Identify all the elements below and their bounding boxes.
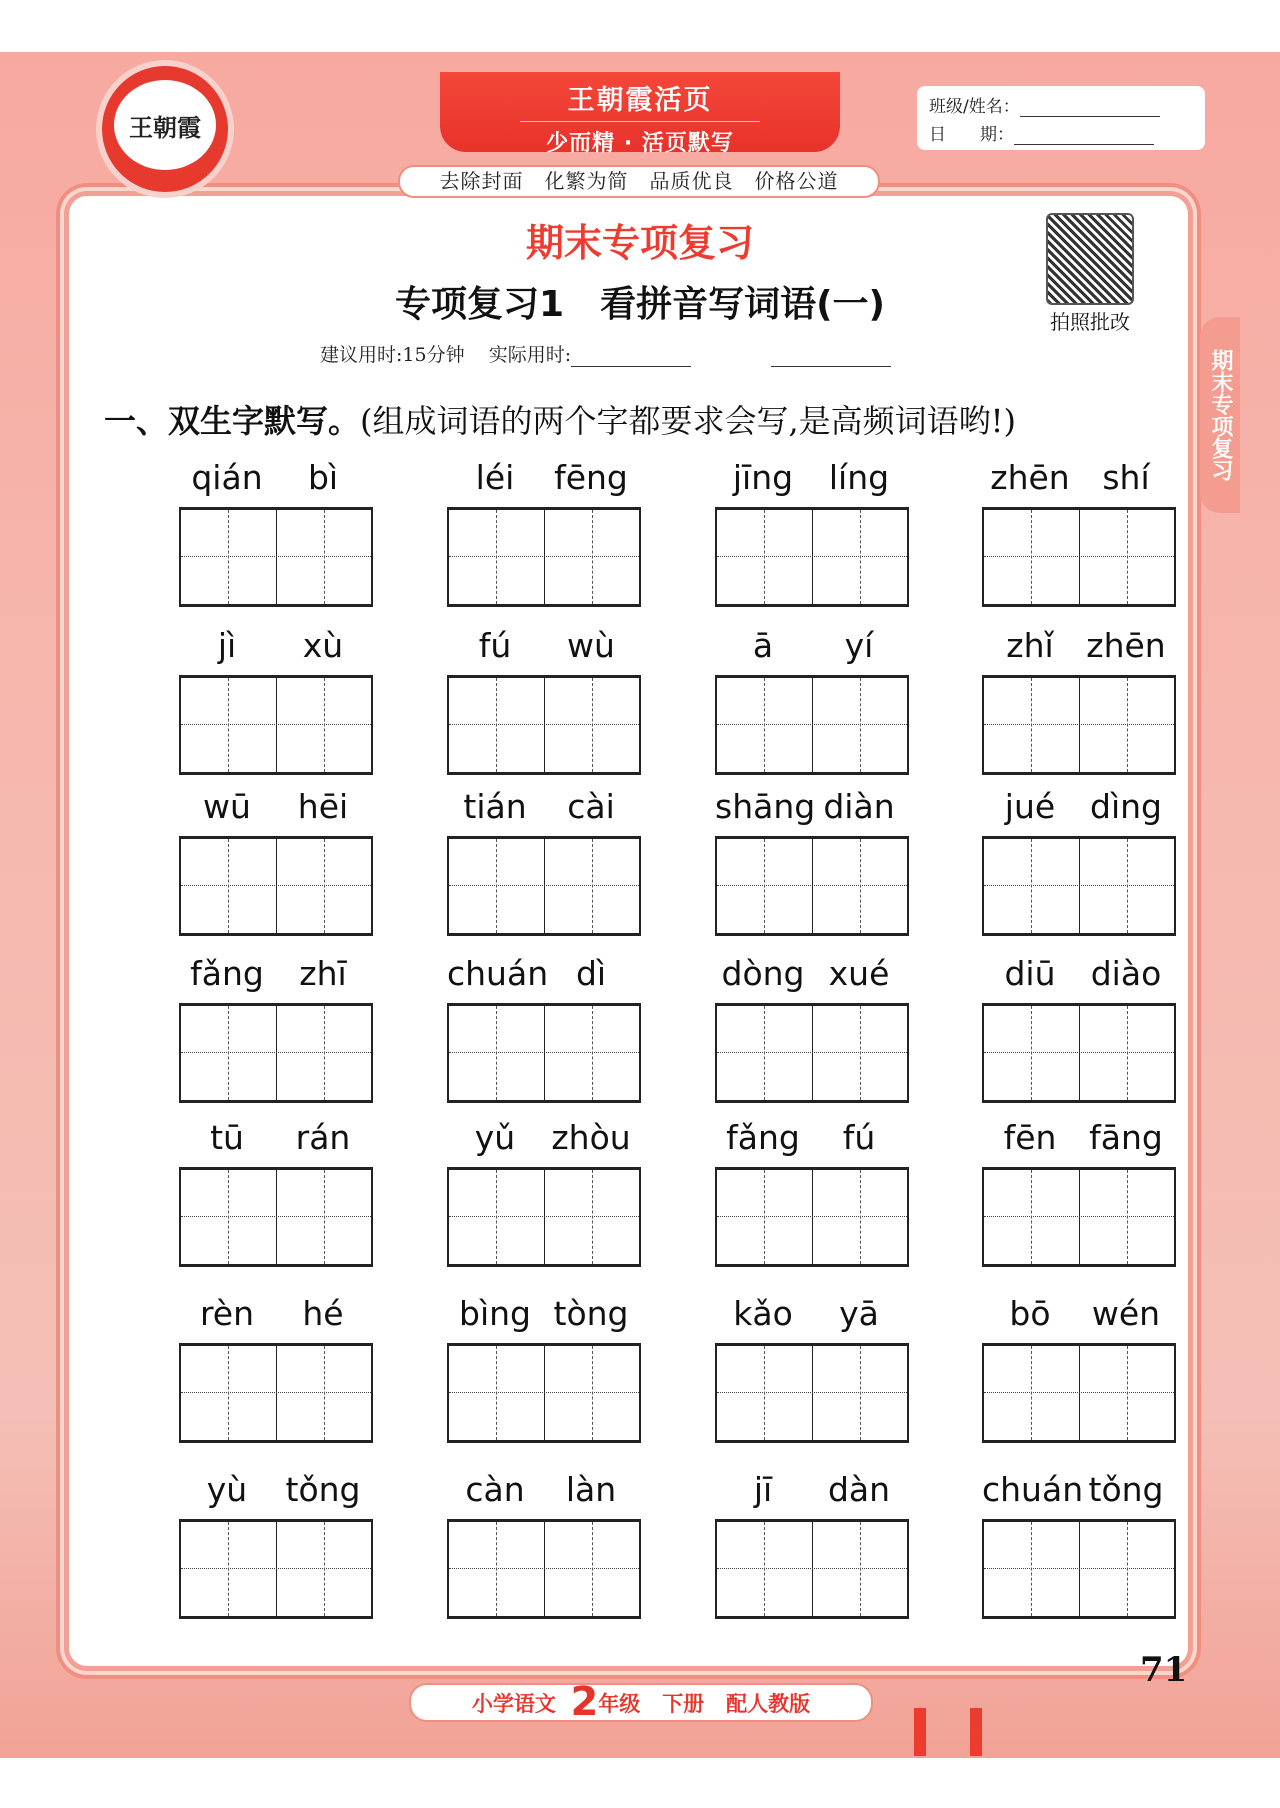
grid-guide-line xyxy=(496,1522,497,1616)
pinyin-syllable: làn xyxy=(565,1470,617,1509)
pinyin-syllable: shāng xyxy=(715,787,816,826)
grid-guide-line xyxy=(324,678,325,772)
pinyin xyxy=(715,787,907,827)
pinyin-syllable: diào xyxy=(1090,954,1162,993)
grid-guide-line xyxy=(181,885,371,886)
page-title: 期末专项复习 xyxy=(525,221,754,265)
grid-guide-line xyxy=(276,1346,277,1440)
grid-guide-line xyxy=(592,1170,593,1264)
pinyin-syllable: dìng xyxy=(1090,787,1162,826)
pinyin xyxy=(982,954,1174,994)
grid-guide-line xyxy=(1031,510,1032,604)
tianzige-writing-box[interactable] xyxy=(447,1003,641,1103)
grid-guide-line xyxy=(764,510,765,604)
suggested-time: 建议用时:15分钟 xyxy=(320,344,465,366)
pinyin xyxy=(715,458,907,498)
grid-guide-line xyxy=(228,839,229,933)
grid-guide-line xyxy=(276,1006,277,1100)
pinyin-syllable: hēi xyxy=(297,787,349,826)
pinyin-syllable: dàn xyxy=(827,1470,891,1509)
grid-guide-line xyxy=(276,678,277,772)
pinyin-syllable: dì xyxy=(575,954,607,993)
pinyin-syllable: fāng xyxy=(1089,1118,1163,1157)
class-name-label: 班级/姓名： xyxy=(929,97,1020,117)
grid-guide-line xyxy=(984,1568,1174,1569)
tianzige-writing-box[interactable] xyxy=(447,836,641,936)
pinyin-syllable: qián xyxy=(191,458,263,497)
grid-guide-line xyxy=(449,1216,639,1217)
grid-guide-line xyxy=(1031,1346,1032,1440)
grid-guide-line xyxy=(717,1216,907,1217)
pinyin-syllable: chuán xyxy=(447,954,549,993)
pinyin xyxy=(179,1118,371,1158)
banner-title: 王朝霞活页 xyxy=(567,85,713,116)
slogan: 去除封面 化繁为简 品质优良 价格公道 xyxy=(398,165,880,198)
pinyin-syllable: bì xyxy=(307,458,339,497)
pinyin-syllable: chuán xyxy=(982,1470,1084,1509)
pinyin xyxy=(447,1470,639,1510)
grid-guide-line xyxy=(1031,1522,1032,1616)
pinyin xyxy=(447,458,639,498)
word-item xyxy=(447,787,639,827)
grid-guide-line xyxy=(1127,1170,1128,1264)
grid-guide-line xyxy=(496,510,497,604)
grid-guide-line xyxy=(276,839,277,933)
word-item xyxy=(179,954,371,994)
grid-guide-line xyxy=(860,1346,861,1440)
grid-guide-line xyxy=(1127,510,1128,604)
grid-guide-line xyxy=(812,1522,813,1616)
word-item xyxy=(447,1294,639,1334)
grid-guide-line xyxy=(496,1346,497,1440)
brand-logo xyxy=(102,66,228,192)
pinyin-syllable: cài xyxy=(567,787,615,826)
tianzige-writing-box[interactable] xyxy=(982,1343,1176,1443)
word-item xyxy=(715,626,907,666)
word-item xyxy=(982,1294,1174,1334)
tianzige-writing-box[interactable] xyxy=(715,1519,909,1619)
qr-code[interactable] xyxy=(1046,213,1134,305)
pinyin xyxy=(447,787,639,827)
actual-time-field[interactable] xyxy=(571,352,691,367)
grid-guide-line xyxy=(592,1006,593,1100)
pinyin xyxy=(179,626,371,666)
pinyin-syllable: jīng xyxy=(732,458,794,497)
grid-guide-line xyxy=(228,1346,229,1440)
grid-guide-line xyxy=(276,510,277,604)
tianzige-writing-box[interactable] xyxy=(982,836,1176,936)
grid-guide-line xyxy=(717,724,907,725)
pinyin-syllable: rèn xyxy=(199,1294,255,1333)
grid-guide-line xyxy=(812,510,813,604)
grid-guide-line xyxy=(544,1346,545,1440)
word-item xyxy=(447,954,639,994)
grid-guide-line xyxy=(984,885,1174,886)
tianzige-writing-box[interactable] xyxy=(715,836,909,936)
pinyin xyxy=(982,1118,1174,1158)
grid-guide-line xyxy=(1031,1170,1032,1264)
grid-guide-line xyxy=(984,556,1174,557)
word-item xyxy=(982,1470,1174,1510)
tianzige-writing-box[interactable] xyxy=(447,1167,641,1267)
grid-guide-line xyxy=(324,1170,325,1264)
section-note: (组成词语的两个字都要求会写,是高频词语哟!) xyxy=(360,402,1017,440)
pinyin xyxy=(179,458,371,498)
grid-guide-line xyxy=(592,839,593,933)
header-banner xyxy=(440,72,840,156)
word-item xyxy=(179,1118,371,1158)
tianzige-writing-box[interactable] xyxy=(982,1519,1176,1619)
grid-guide-line xyxy=(324,839,325,933)
footer-subject: 小学语文 xyxy=(471,1692,556,1716)
pinyin-syllable: wū xyxy=(203,787,251,826)
word-item xyxy=(715,954,907,994)
grid-guide-line xyxy=(181,724,371,725)
pinyin-syllable: dòng xyxy=(721,954,805,993)
grid-guide-line xyxy=(1079,1346,1080,1440)
pinyin-syllable: léi xyxy=(475,458,515,497)
tianzige-writing-box[interactable] xyxy=(447,675,641,775)
grid-guide-line xyxy=(1079,510,1080,604)
pinyin-syllable: yí xyxy=(844,626,874,665)
pinyin-syllable: kǎo xyxy=(733,1294,793,1333)
grid-guide-line xyxy=(181,1216,371,1217)
grid-guide-line xyxy=(860,1522,861,1616)
word-item xyxy=(447,626,639,666)
grid-guide-line xyxy=(812,678,813,772)
pinyin xyxy=(179,954,371,994)
tianzige-writing-box[interactable] xyxy=(715,1003,909,1103)
tianzige-writing-box[interactable] xyxy=(179,1343,373,1443)
pinyin-syllable: fǎng xyxy=(190,954,264,993)
grid-guide-line xyxy=(1031,839,1032,933)
word-item xyxy=(982,626,1174,666)
pinyin-syllable: zhēn xyxy=(990,458,1070,497)
grid-guide-line xyxy=(1079,678,1080,772)
grid-guide-line xyxy=(812,1006,813,1100)
pinyin-syllable: fú xyxy=(842,1118,876,1157)
pinyin xyxy=(179,1470,371,1510)
pinyin xyxy=(447,626,639,666)
pinyin-syllable: fǎng xyxy=(726,1118,800,1157)
pinyin-syllable: shí xyxy=(1102,458,1150,497)
pinyin-syllable: hé xyxy=(302,1294,344,1333)
grid-guide-line xyxy=(812,1346,813,1440)
pinyin-syllable: zhǐ xyxy=(1006,626,1054,665)
grid-guide-line xyxy=(1079,1522,1080,1616)
word-item xyxy=(982,787,1174,827)
logo-text: 王朝霞 xyxy=(114,80,216,170)
grid-guide-line xyxy=(984,1216,1174,1217)
pinyin xyxy=(179,1294,371,1334)
grid-guide-line xyxy=(181,556,371,557)
pinyin-syllable: fēn xyxy=(1003,1118,1057,1157)
word-item xyxy=(715,787,907,827)
grid-guide-line xyxy=(324,1346,325,1440)
tianzige-writing-box[interactable] xyxy=(715,675,909,775)
pinyin xyxy=(715,1294,907,1334)
grid-guide-line xyxy=(449,556,639,557)
tianzige-writing-box[interactable] xyxy=(179,1519,373,1619)
word-item xyxy=(179,458,371,498)
banner-subtitle: 少而精 · 活页默写 xyxy=(546,131,734,156)
pinyin xyxy=(179,787,371,827)
grid-guide-line xyxy=(1127,1522,1128,1616)
date-field[interactable] xyxy=(1014,130,1154,145)
grid-guide-line xyxy=(717,1568,907,1569)
time-line xyxy=(320,340,891,367)
grid-guide-line xyxy=(228,510,229,604)
grid-guide-line xyxy=(1127,1346,1128,1440)
grid-guide-line xyxy=(717,556,907,557)
word-item xyxy=(715,1470,907,1510)
pinyin-syllable: tián xyxy=(463,787,527,826)
pinyin-syllable: rán xyxy=(295,1118,351,1157)
pinyin-syllable: líng xyxy=(828,458,890,497)
tianzige-writing-box[interactable] xyxy=(715,1167,909,1267)
pinyin-syllable: zhòu xyxy=(551,1118,631,1157)
bookmark-tab xyxy=(914,1708,926,1756)
tianzige-writing-box[interactable] xyxy=(447,1519,641,1619)
pinyin-syllable: diàn xyxy=(823,787,895,826)
tianzige-writing-box[interactable] xyxy=(715,1343,909,1443)
pinyin xyxy=(982,458,1174,498)
pinyin-syllable: wén xyxy=(1091,1294,1161,1333)
side-tab: 期末专项复习 xyxy=(1200,317,1240,513)
grid-guide-line xyxy=(860,1170,861,1264)
pinyin xyxy=(715,1118,907,1158)
pinyin-syllable: bō xyxy=(1009,1294,1051,1333)
grid-guide-line xyxy=(1031,678,1032,772)
word-item xyxy=(715,1118,907,1158)
pinyin-syllable: zhī xyxy=(299,954,347,993)
grid-guide-line xyxy=(324,1006,325,1100)
student-info-box xyxy=(917,86,1205,150)
grid-guide-line xyxy=(544,510,545,604)
grid-guide-line xyxy=(592,510,593,604)
bookmark-tab xyxy=(970,1708,982,1756)
pinyin xyxy=(447,1294,639,1334)
qr-label: 拍照批改 xyxy=(1050,310,1130,334)
tianzige-writing-box[interactable] xyxy=(179,507,373,607)
grid-guide-line xyxy=(764,839,765,933)
grid-guide-line xyxy=(1127,839,1128,933)
grid-guide-line xyxy=(228,678,229,772)
grid-guide-line xyxy=(449,1568,639,1569)
grid-guide-line xyxy=(764,1170,765,1264)
word-item xyxy=(447,1118,639,1158)
pinyin xyxy=(982,626,1174,666)
grid-guide-line xyxy=(449,1052,639,1053)
date-label: 日 期： xyxy=(929,125,1014,145)
word-item xyxy=(447,1470,639,1510)
grid-guide-line xyxy=(592,1346,593,1440)
tianzige-writing-box[interactable] xyxy=(179,836,373,936)
grid-guide-line xyxy=(544,839,545,933)
pinyin xyxy=(447,954,639,994)
word-item xyxy=(715,458,907,498)
tianzige-writing-box[interactable] xyxy=(447,1343,641,1443)
grid-guide-line xyxy=(984,724,1174,725)
grid-guide-line xyxy=(496,839,497,933)
footer-edition: 配人教版 xyxy=(726,1692,811,1716)
grid-guide-line xyxy=(544,1006,545,1100)
grid-guide-line xyxy=(860,1006,861,1100)
tianzige-writing-box[interactable] xyxy=(982,1167,1176,1267)
banner-divider xyxy=(520,121,760,122)
grid-guide-line xyxy=(449,724,639,725)
grid-guide-line xyxy=(592,678,593,772)
grid-guide-line xyxy=(764,678,765,772)
grid-guide-line xyxy=(984,1052,1174,1053)
word-item xyxy=(179,1294,371,1334)
tianzige-writing-box[interactable] xyxy=(715,507,909,607)
footer-label xyxy=(409,1679,873,1725)
pinyin-syllable: càn xyxy=(465,1470,525,1509)
grid-guide-line xyxy=(592,1522,593,1616)
word-item xyxy=(179,1470,371,1510)
word-item xyxy=(179,626,371,666)
grid-guide-line xyxy=(1079,1170,1080,1264)
grid-guide-line xyxy=(544,1522,545,1616)
grid-guide-line xyxy=(812,1170,813,1264)
actual-time-label: 实际用时: xyxy=(488,344,572,366)
pinyin-syllable: jī xyxy=(753,1470,773,1509)
word-item xyxy=(982,458,1174,498)
word-item xyxy=(982,954,1174,994)
pinyin-syllable: yù xyxy=(206,1470,248,1509)
grid-guide-line xyxy=(496,1170,497,1264)
pinyin xyxy=(982,787,1174,827)
pinyin xyxy=(715,1470,907,1510)
pinyin-syllable: tǒng xyxy=(1088,1470,1164,1509)
pinyin-syllable: zhēn xyxy=(1086,626,1166,665)
tianzige-writing-box[interactable] xyxy=(982,675,1176,775)
grid-guide-line xyxy=(1079,839,1080,933)
grid-guide-line xyxy=(1127,678,1128,772)
pinyin-syllable: tǒng xyxy=(285,1470,361,1509)
grid-guide-line xyxy=(228,1006,229,1100)
tianzige-writing-box[interactable] xyxy=(179,1167,373,1267)
grid-guide-line xyxy=(544,1170,545,1264)
pinyin-syllable: ā xyxy=(752,626,774,665)
tianzige-writing-box[interactable] xyxy=(982,1003,1176,1103)
grid-guide-line xyxy=(181,1052,371,1053)
footer-grade-number: 2 xyxy=(570,1679,599,1725)
pinyin-syllable: xù xyxy=(302,626,344,665)
tianzige-writing-box[interactable] xyxy=(982,507,1176,607)
pinyin-syllable: fēng xyxy=(554,458,628,497)
grid-guide-line xyxy=(228,1522,229,1616)
grid-guide-line xyxy=(1031,1006,1032,1100)
class-name-field[interactable] xyxy=(1020,102,1160,117)
grid-guide-line xyxy=(984,1392,1174,1393)
word-item xyxy=(179,787,371,827)
pinyin-syllable: wù xyxy=(567,626,615,665)
grid-guide-line xyxy=(860,510,861,604)
tianzige-writing-box[interactable] xyxy=(179,1003,373,1103)
pinyin-syllable: jué xyxy=(1004,787,1056,826)
grid-guide-line xyxy=(449,1392,639,1393)
actual-time-field-2[interactable] xyxy=(771,352,891,367)
footer-volume: 下册 xyxy=(662,1692,705,1716)
pinyin-syllable: tū xyxy=(210,1118,244,1157)
grid-guide-line xyxy=(324,1522,325,1616)
page-number: 71 xyxy=(1140,1650,1188,1690)
section-heading xyxy=(104,396,1016,442)
pinyin xyxy=(715,626,907,666)
grid-guide-line xyxy=(717,1392,907,1393)
word-item xyxy=(982,1118,1174,1158)
pinyin xyxy=(715,954,907,994)
exercise-subtitle: 专项复习1 看拼音写词语(一) xyxy=(395,284,885,325)
grid-guide-line xyxy=(764,1522,765,1616)
grid-guide-line xyxy=(764,1006,765,1100)
word-item xyxy=(715,1294,907,1334)
word-item xyxy=(447,458,639,498)
grid-guide-line xyxy=(276,1522,277,1616)
tianzige-writing-box[interactable] xyxy=(179,675,373,775)
grid-guide-line xyxy=(228,1170,229,1264)
grid-guide-line xyxy=(181,1392,371,1393)
grid-guide-line xyxy=(449,885,639,886)
pinyin xyxy=(982,1294,1174,1334)
grid-guide-line xyxy=(717,1052,907,1053)
grid-guide-line xyxy=(496,1006,497,1100)
grid-guide-line xyxy=(812,839,813,933)
grid-guide-line xyxy=(860,839,861,933)
grid-guide-line xyxy=(544,678,545,772)
footer-grade: 年级 xyxy=(598,1692,641,1716)
grid-guide-line xyxy=(276,1170,277,1264)
pinyin xyxy=(982,1470,1174,1510)
pinyin-syllable: yā xyxy=(839,1294,879,1333)
grid-guide-line xyxy=(496,678,497,772)
tianzige-writing-box[interactable] xyxy=(447,507,641,607)
pinyin-syllable: diū xyxy=(1004,954,1056,993)
grid-guide-line xyxy=(860,678,861,772)
grid-guide-line xyxy=(764,1346,765,1440)
pinyin-syllable: yǔ xyxy=(474,1118,516,1157)
grid-guide-line xyxy=(324,510,325,604)
section-number: 一、双生字默写。 xyxy=(104,402,361,440)
grid-guide-line xyxy=(717,885,907,886)
pinyin-syllable: jì xyxy=(217,626,237,665)
grid-guide-line xyxy=(1079,1006,1080,1100)
pinyin-syllable: tòng xyxy=(553,1294,629,1333)
pinyin-syllable: xué xyxy=(828,954,890,993)
pinyin-syllable: fú xyxy=(478,626,512,665)
pinyin xyxy=(447,1118,639,1158)
grid-guide-line xyxy=(181,1568,371,1569)
grid-guide-line xyxy=(1127,1006,1128,1100)
pinyin-syllable: bìng xyxy=(459,1294,531,1333)
